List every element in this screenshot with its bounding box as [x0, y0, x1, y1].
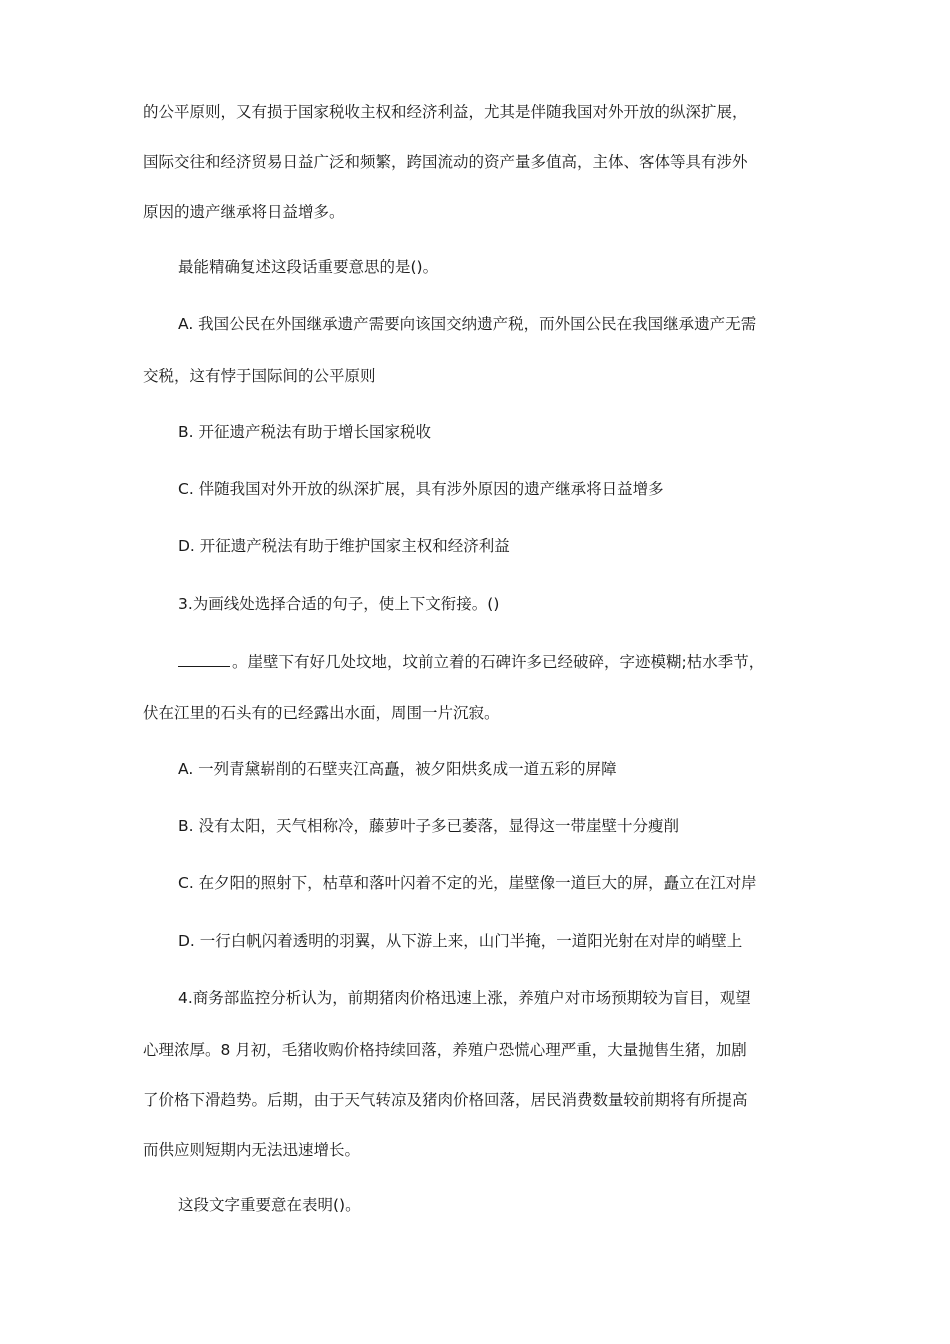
text-line: 。崖壁下有好几处坟地，坟前立着的石碑许多已经破碎，字迹模糊;枯水季节， [232, 653, 765, 671]
option-d: D. 一行白帆闪着透明的羽翼，从下游上来，山门半掩，一道阳光射在对岸的峭壁上 [178, 932, 743, 950]
text-line: 伏在江里的石头有的已经露出水面，周围一片沉寂。 [143, 704, 500, 722]
question-stem: 最能精确复述这段话重要意思的是()。 [178, 258, 439, 276]
option-a: A. 我国公民在外国继承遗产需要向该国交纳遗产税，而外国公民在我国继承遗产无需 [178, 315, 757, 333]
question-4-stem: 这段文字重要意在表明()。 [178, 1196, 361, 1214]
option-d: D. 开征遗产税法有助于维护国家主权和经济利益 [178, 537, 510, 555]
text-line: 的公平原则，又有损于国家税收主权和经济利益，尤其是伴随我国对外开放的纵深扩展， [143, 103, 748, 121]
text-line: 交税，这有悖于国际间的公平原则 [143, 367, 376, 385]
option-c: C. 伴随我国对外开放的纵深扩展，具有涉外原因的遗产继承将日益增多 [178, 480, 664, 498]
fill-in-blank [178, 651, 230, 667]
option-a: A. 一列青黛崭削的石壁夹江高矗，被夕阳烘炙成一道五彩的屏障 [178, 760, 617, 778]
question-3-title: 3.为画线处选择合适的句子，使上下文衔接。() [178, 595, 500, 613]
option-c: C. 在夕阳的照射下，枯草和落叶闪着不定的光，崖壁像一道巨大的屏，矗立在江对岸 [178, 874, 757, 892]
question-3-passage [178, 651, 764, 672]
text-line: 原因的遗产继承将日益增多。 [143, 203, 345, 221]
text-line: 心理浓厚。8 月初，毛猪收购价格持续回落，养殖户恐慌心理严重，大量抛售生猪，加剧 [143, 1041, 747, 1059]
option-b: B. 没有太阳，天气相称冷，藤萝叶子多已萎落，显得这一带崖壁十分瘦削 [178, 817, 679, 835]
text-line: 了价格下滑趋势。后期，由于天气转凉及猪肉价格回落，居民消费数量较前期将有所提高 [143, 1091, 748, 1109]
text-line: 而供应则短期内无法迅速增长。 [143, 1141, 361, 1159]
question-4-title: 4.商务部监控分析认为，前期猪肉价格迅速上涨，养殖户对市场预期较为盲目，观望 [178, 989, 751, 1007]
text-line: 国际交往和经济贸易日益广泛和频繁，跨国流动的资产量多值高，主体、客体等具有涉外 [143, 153, 748, 171]
option-b: B. 开征遗产税法有助于增长国家税收 [178, 423, 431, 441]
